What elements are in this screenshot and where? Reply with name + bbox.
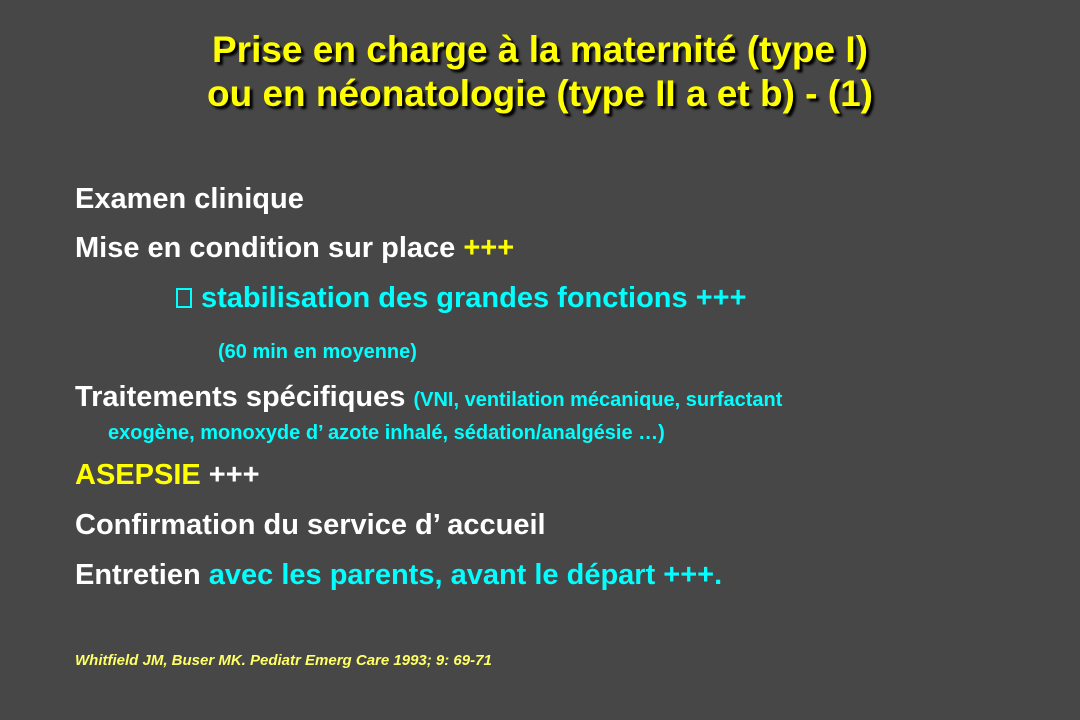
title-line-2: ou en néonatologie (type II a et b) - (1) (206, 73, 874, 114)
item-duree-label: (60 min en moyenne) (218, 341, 417, 363)
item-confirmation-label: Confirmation du service d’ accueil (75, 509, 546, 541)
title-line-1: Prise en charge à la maternité (type I) (212, 29, 868, 70)
slide-title (0, 28, 1080, 116)
item-examen (75, 183, 304, 216)
reference-citation: Whitfield JM, Buser MK. Pediatr Emerg Care 1993; 9: 69-71 (75, 652, 492, 669)
arrow-right-icon (176, 288, 192, 308)
item-traitements-label: Traitements spécifiques (75, 381, 414, 413)
item-examen-label: Examen clinique (75, 183, 304, 215)
item-entretien (75, 559, 722, 592)
item-mise-plus: +++ (463, 232, 515, 264)
item-mise-label: Mise en condition sur place (75, 232, 464, 264)
item-mise-en-condition (75, 232, 514, 265)
item-stabilisation-label: stabilisation des grandes fonctions +++ (201, 282, 747, 314)
item-traitements-detail-2: exogène, monoxyde d’ azote inhalé, sédation/analgésie …) (108, 422, 665, 444)
item-duree (218, 341, 417, 364)
item-asepsie-label: ASEPSIE (75, 459, 201, 491)
item-confirmation (75, 509, 546, 542)
item-traitements-continuation (108, 422, 665, 445)
item-traitements-detail-1: (VNI, ventilation mécanique, surfactant (413, 389, 783, 411)
item-traitements (75, 381, 782, 414)
item-entretien-detail: avec les parents, avant le départ +++. (208, 559, 723, 591)
item-asepsie (75, 459, 260, 492)
item-entretien-label: Entretien (75, 559, 209, 591)
item-stabilisation (176, 282, 747, 315)
item-asepsie-plus: +++ (200, 459, 260, 491)
